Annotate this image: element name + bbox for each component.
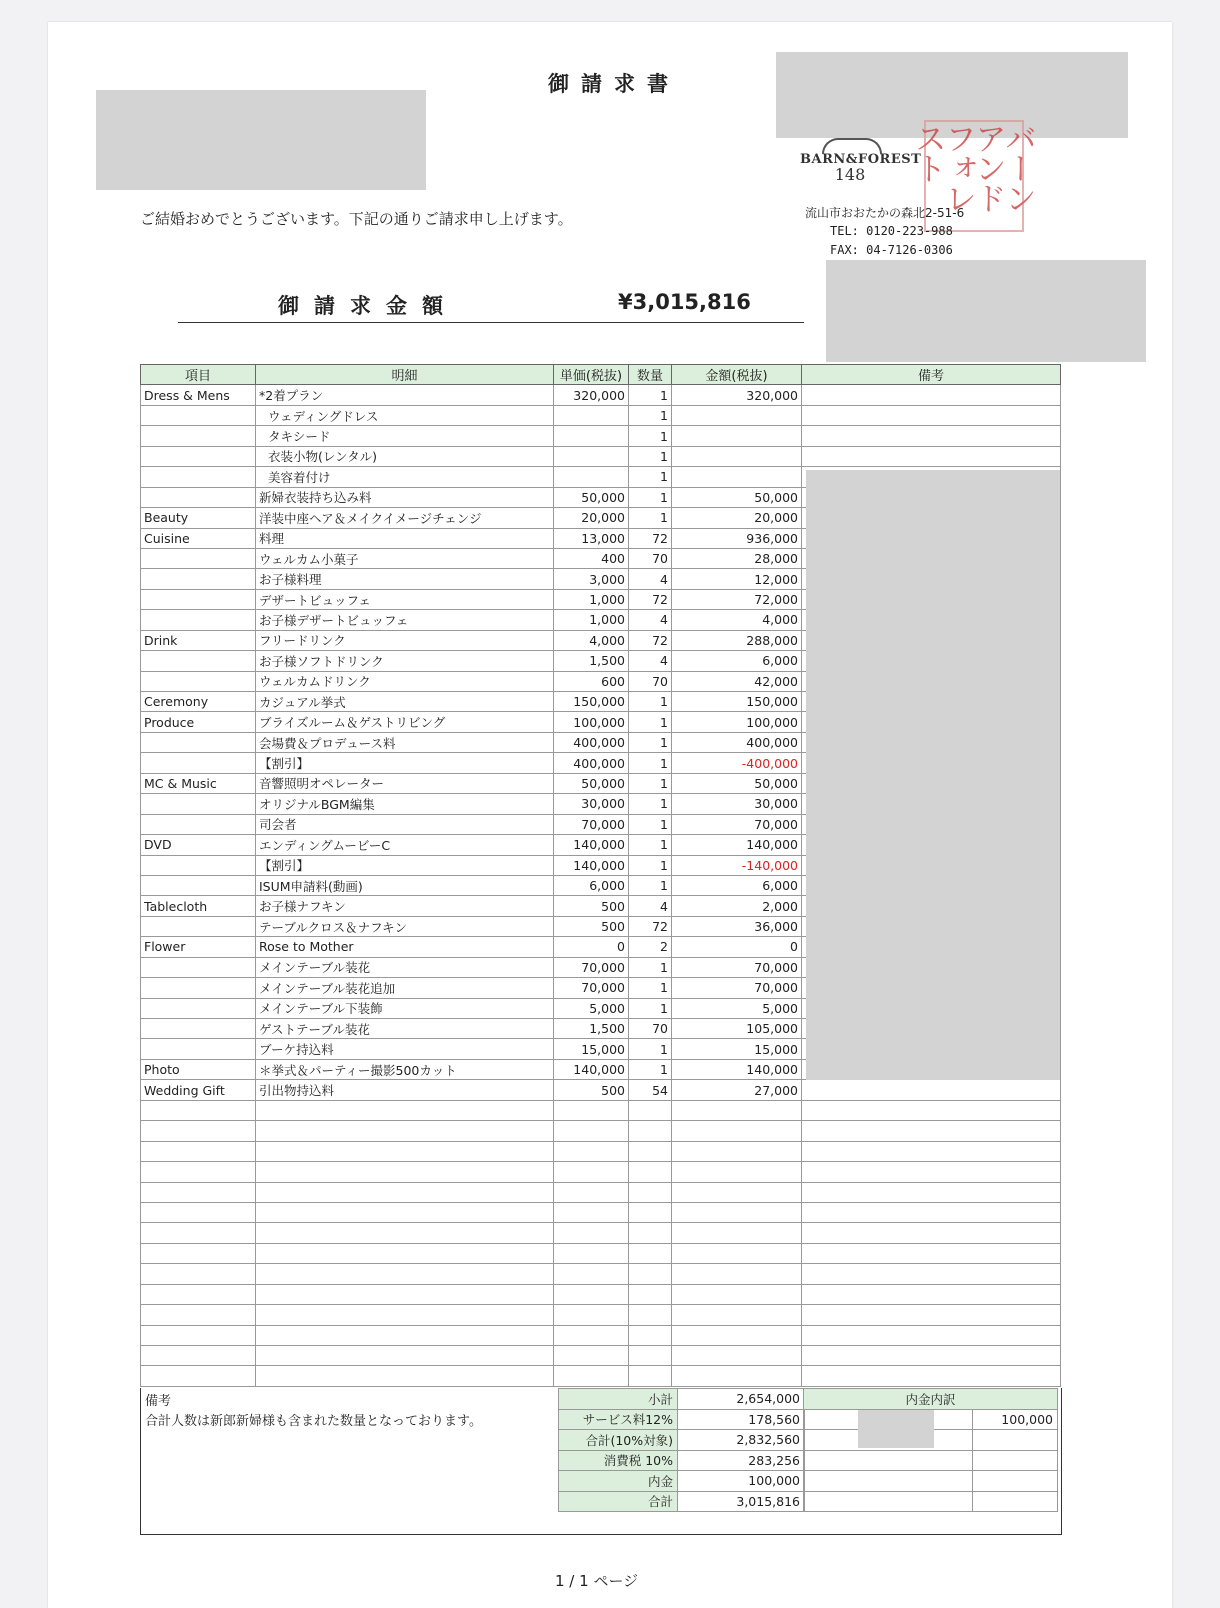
deposit-breakdown-table [803,1388,1058,1512]
cell-cat: Produce [141,712,256,732]
cell-price: 0 [554,937,629,957]
cell-amount [672,405,802,425]
cell-qty: 1 [629,957,672,977]
summary-label: 消費税 10% [559,1450,678,1471]
cell-cat: Photo [141,1059,256,1079]
summary-table [558,1388,805,1512]
table-row [141,1080,1061,1100]
cell-item: メインテーブル装花追加 [256,978,554,998]
table-row [141,405,1061,425]
cell-price [554,467,629,487]
cell-cat [141,426,256,446]
cell-amount: 12,000 [672,569,802,589]
cell-price: 70,000 [554,957,629,977]
cell-amount [672,446,802,466]
issuer-fax: FAX: 04-7126-0306 [830,243,953,257]
summary-row [559,1409,805,1430]
cell-price: 5,000 [554,998,629,1018]
empty-row [141,1162,1061,1182]
cell-item: フリードリンク [256,630,554,650]
cell-amount: -140,000 [672,855,802,875]
cell-item: ウェルカム小菓子 [256,548,554,568]
cell-qty: 1 [629,732,672,752]
cell-amount: 140,000 [672,835,802,855]
cell-cat [141,610,256,630]
issuer-tel: TEL: 0120-223-988 [830,224,953,238]
cell-qty: 1 [629,487,672,507]
invoice-title: 御請求書 [548,72,680,96]
cell-item: ISUM申請料(動画) [256,875,554,895]
cell-qty: 4 [629,896,672,916]
cell-item: タキシード [256,426,554,446]
cell-item: 洋装中座ヘア＆メイクイメージチェンジ [256,508,554,528]
cell-item: 衣装小物(レンタル) [256,446,554,466]
cell-price: 400,000 [554,732,629,752]
cell-price [554,426,629,446]
cell-qty: 1 [629,426,672,446]
cell-cat: Drink [141,630,256,650]
cell-amount: 150,000 [672,692,802,712]
cell-cat [141,814,256,834]
cell-qty: 1 [629,405,672,425]
cell-amount: 6,000 [672,651,802,671]
empty-row [141,1284,1061,1304]
cell-qty: 1 [629,1039,672,1059]
empty-row [141,1264,1061,1284]
cell-item: 音響照明オペレーター [256,773,554,793]
summary-row [559,1389,805,1410]
cell-price: 15,000 [554,1039,629,1059]
empty-row [141,1121,1061,1141]
cell-cat: DVD [141,835,256,855]
cell-cat [141,1039,256,1059]
cell-cat: Flower [141,937,256,957]
cell-cat [141,732,256,752]
breakdown-value: 100,000 [973,1409,1058,1430]
header-unit-price: 単価(税抜) [554,365,629,385]
cell-amount: 50,000 [672,487,802,507]
cell-qty: 1 [629,794,672,814]
cell-item: 新婦衣装持ち込み料 [256,487,554,507]
cell-cat [141,875,256,895]
cell-cat [141,405,256,425]
cell-amount: 0 [672,937,802,957]
cell-cat [141,589,256,609]
summary-label: 内金 [559,1471,678,1492]
cell-price: 140,000 [554,855,629,875]
cell-price: 500 [554,1080,629,1100]
cell-amount: 105,000 [672,1019,802,1039]
cell-qty: 1 [629,753,672,773]
cell-item: エンディングムービーC [256,835,554,855]
cell-qty: 70 [629,671,672,691]
summary-value: 283,256 [678,1450,805,1471]
cell-item: テーブルクロス＆ナフキン [256,916,554,936]
cell-qty: 1 [629,692,672,712]
redacted-issuer-info [826,260,1146,362]
cell-item: オリジナルBGM編集 [256,794,554,814]
cell-cat [141,998,256,1018]
cell-qty: 72 [629,630,672,650]
summary-row [559,1471,805,1492]
greeting-text: ご結婚おめでとうございます。下記の通りご請求申し上げます。 [140,210,573,228]
cell-price [554,446,629,466]
cell-price: 13,000 [554,528,629,548]
cell-qty: 70 [629,1019,672,1039]
cell-price: 400,000 [554,753,629,773]
cell-qty: 2 [629,937,672,957]
cell-amount: 2,000 [672,896,802,916]
cell-cat: Wedding Gift [141,1080,256,1100]
cell-amount: 6,000 [672,875,802,895]
cell-qty: 1 [629,855,672,875]
breakdown-label-cell [804,1409,973,1430]
table-row [141,446,1061,466]
cell-price: 100,000 [554,712,629,732]
cell-price: 500 [554,916,629,936]
header-item: 明細 [256,365,554,385]
cell-cat: Ceremony [141,692,256,712]
summary-label: 合計(10%対象) [559,1430,678,1451]
cell-price: 20,000 [554,508,629,528]
cell-item: 引出物持込料 [256,1080,554,1100]
header-category: 項目 [141,365,256,385]
cell-item: Rose to Mother [256,937,554,957]
cell-cat: Beauty [141,508,256,528]
cell-remarks [802,405,1061,425]
summary-label: 小計 [559,1389,678,1410]
cell-amount: 28,000 [672,548,802,568]
cell-item: お子様ナフキン [256,896,554,916]
cell-qty: 4 [629,569,672,589]
cell-qty: 1 [629,835,672,855]
summary-value: 178,560 [678,1409,805,1430]
summary-value: 2,832,560 [678,1430,805,1451]
cell-item: *2着プラン [256,385,554,405]
cell-item: ブライズルーム＆ゲストリビング [256,712,554,732]
cell-price: 70,000 [554,814,629,834]
cell-qty: 1 [629,508,672,528]
summary-value: 3,015,816 [678,1491,805,1512]
cell-cat [141,467,256,487]
cell-item: ゲストテーブル装花 [256,1019,554,1039]
cell-qty: 1 [629,385,672,405]
cell-item: メインテーブル装花 [256,957,554,977]
cell-item: お子様料理 [256,569,554,589]
cell-amount: 140,000 [672,1059,802,1079]
cell-amount: 42,000 [672,671,802,691]
cell-item: 【割引】 [256,753,554,773]
cell-cat [141,569,256,589]
cell-amount: 100,000 [672,712,802,732]
cell-remarks [802,426,1061,446]
cell-price: 150,000 [554,692,629,712]
summary-value: 100,000 [678,1471,805,1492]
cell-price: 500 [554,896,629,916]
amount-value: ¥3,015,816 [618,290,751,314]
cell-qty: 54 [629,1080,672,1100]
cell-cat [141,671,256,691]
amount-underline [178,322,804,323]
cell-amount: 4,000 [672,610,802,630]
cell-remarks [802,1080,1061,1100]
cell-amount: 30,000 [672,794,802,814]
company-seal-stamp: バーンアンドフォレスト [924,120,1024,232]
logo-number: 148 [834,165,866,184]
cell-price [554,405,629,425]
cell-cat: Tablecloth [141,896,256,916]
empty-row [141,1325,1061,1345]
cell-cat [141,978,256,998]
cell-cat [141,651,256,671]
header-quantity: 数量 [629,365,672,385]
cell-amount: -400,000 [672,753,802,773]
cell-price: 3,000 [554,569,629,589]
redacted-breakdown-label [858,1410,934,1448]
empty-row [141,1305,1061,1325]
empty-row [141,1223,1061,1243]
cell-item: お子様デザートビュッフェ [256,610,554,630]
cell-price: 4,000 [554,630,629,650]
cell-amount: 36,000 [672,916,802,936]
cell-item: お子様ソフトドリンク [256,651,554,671]
cell-price: 1,500 [554,651,629,671]
cell-qty: 70 [629,548,672,568]
cell-qty: 1 [629,814,672,834]
summary-label: 合計 [559,1491,678,1512]
cell-price: 140,000 [554,835,629,855]
cell-amount: 320,000 [672,385,802,405]
amount-label: 御請求金額 [278,294,458,318]
cell-price: 1,000 [554,610,629,630]
empty-row [141,1202,1061,1222]
page-indicator: 1 / 1 ページ [555,1572,639,1590]
cell-amount: 936,000 [672,528,802,548]
cell-price: 320,000 [554,385,629,405]
cell-cat: MC & Music [141,773,256,793]
cell-qty: 1 [629,446,672,466]
cell-item: 【割引】 [256,855,554,875]
cell-price: 140,000 [554,1059,629,1079]
notes-heading: 備考 [145,1394,172,1409]
cell-price: 30,000 [554,794,629,814]
empty-row [141,1182,1061,1202]
cell-cat [141,446,256,466]
cell-cat [141,753,256,773]
company-logo [800,138,922,206]
summary-label: サービス料12% [559,1409,678,1430]
cell-item: ウェディングドレス [256,405,554,425]
cell-cat [141,1019,256,1039]
cell-price: 70,000 [554,978,629,998]
cell-item: メインテーブル下装飾 [256,998,554,1018]
cell-price: 1,500 [554,1019,629,1039]
cell-cat [141,916,256,936]
cell-qty: 1 [629,467,672,487]
cell-item: ＊挙式＆パーティー撮影500カット [256,1059,554,1079]
cell-amount: 72,000 [672,589,802,609]
cell-qty: 72 [629,916,672,936]
cell-item: 会場費＆プロデュース料 [256,732,554,752]
cell-qty: 4 [629,651,672,671]
cell-price: 6,000 [554,875,629,895]
summary-row [559,1491,805,1512]
redacted-remarks [806,470,1060,1080]
header-amount: 金額(税抜) [672,365,802,385]
cell-cat [141,794,256,814]
cell-price: 600 [554,671,629,691]
breakdown-heading: 内金内訳 [804,1389,1058,1410]
cell-qty: 1 [629,1059,672,1079]
cell-qty: 72 [629,589,672,609]
totals-block [140,1388,1062,1535]
header-remarks: 備考 [802,365,1061,385]
cell-cat: Dress & Mens [141,385,256,405]
cell-amount [672,426,802,446]
cell-item: デザートビュッフェ [256,589,554,609]
cell-amount: 5,000 [672,998,802,1018]
cell-cat: Cuisine [141,528,256,548]
cell-amount: 70,000 [672,814,802,834]
summary-value: 2,654,000 [678,1389,805,1410]
cell-cat [141,487,256,507]
empty-row [141,1346,1061,1366]
summary-row [559,1450,805,1471]
cell-qty: 1 [629,978,672,998]
cell-amount: 50,000 [672,773,802,793]
cell-item: 司会者 [256,814,554,834]
redacted-recipient [96,90,426,190]
summary-row [559,1430,805,1451]
cell-amount: 20,000 [672,508,802,528]
cell-price: 1,000 [554,589,629,609]
cell-qty: 1 [629,875,672,895]
cell-qty: 1 [629,998,672,1018]
cell-item: 美容着付け [256,467,554,487]
cell-item: カジュアル挙式 [256,692,554,712]
cell-price: 400 [554,548,629,568]
cell-amount [672,467,802,487]
logo-wordmark: BARN&FOREST [800,152,922,167]
cell-amount: 288,000 [672,630,802,650]
cell-qty: 72 [629,528,672,548]
cell-price: 50,000 [554,487,629,507]
table-row [141,385,1061,405]
table-header-row [141,365,1061,385]
cell-qty: 1 [629,712,672,732]
cell-cat [141,855,256,875]
cell-qty: 1 [629,773,672,793]
cell-remarks [802,446,1061,466]
cell-item: ウェルカムドリンク [256,671,554,691]
empty-row [141,1366,1061,1386]
cell-amount: 400,000 [672,732,802,752]
table-row [141,426,1061,446]
empty-row [141,1243,1061,1263]
empty-row [141,1100,1061,1120]
cell-qty: 4 [629,610,672,630]
cell-cat [141,548,256,568]
cell-item: ブーケ持込料 [256,1039,554,1059]
notes-text: 合計人数は新郎新婦様も含まれた数量となっております。 [145,1414,482,1429]
cell-amount: 27,000 [672,1080,802,1100]
cell-price: 50,000 [554,773,629,793]
empty-row [141,1141,1061,1161]
barn-roof-icon [822,138,882,154]
cell-item: 料理 [256,528,554,548]
cell-amount: 70,000 [672,957,802,977]
cell-amount: 70,000 [672,978,802,998]
cell-cat [141,957,256,977]
issuer-address: 流山市おおたかの森北2-51-6 [805,206,965,220]
cell-remarks [802,385,1061,405]
cell-amount: 15,000 [672,1039,802,1059]
